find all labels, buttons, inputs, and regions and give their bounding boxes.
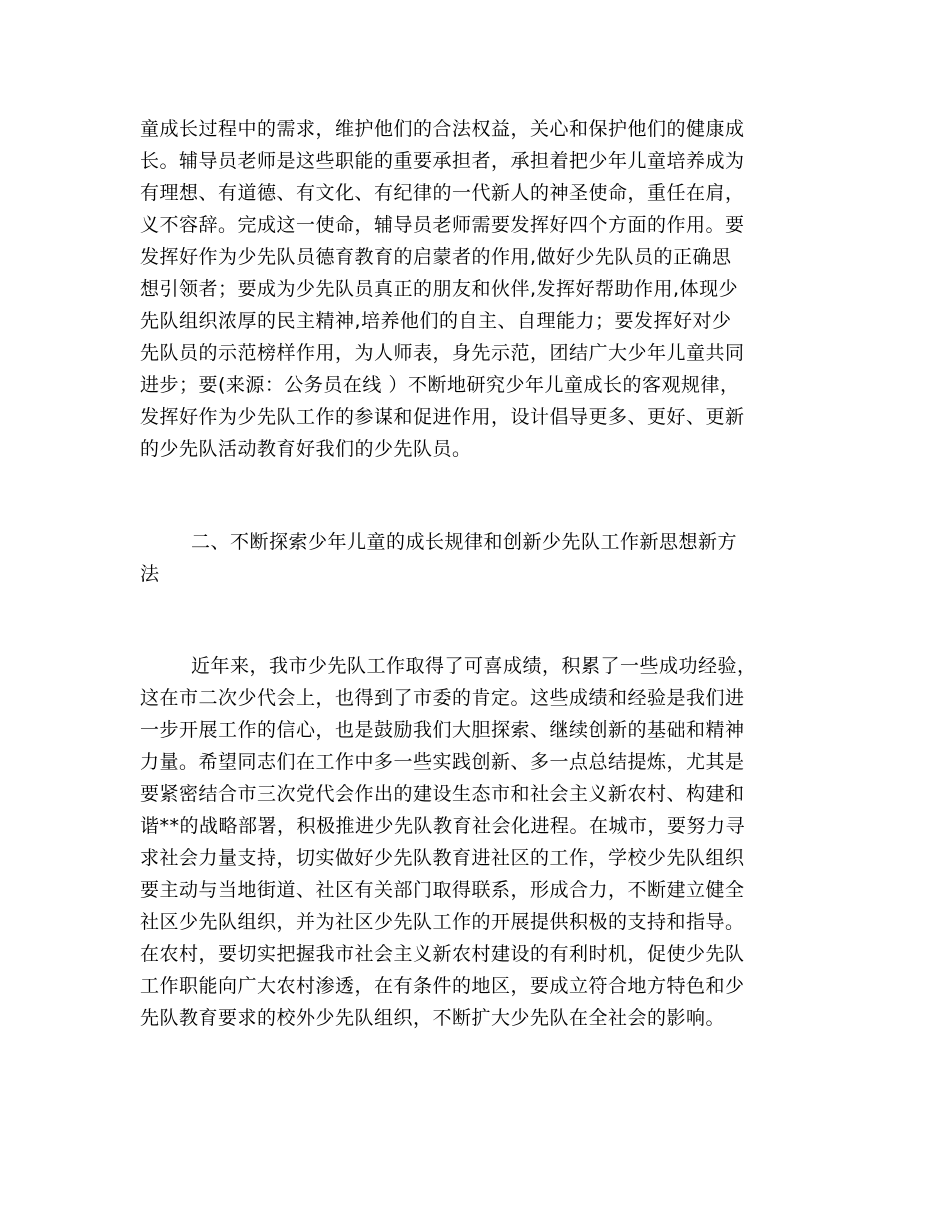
paragraph-line: 的少先队活动教育好我们的少先队员。 <box>140 438 472 460</box>
paragraph-line: 近年来，我市少先队工作取得了可喜成绩，积累了一些成功经验， <box>191 655 757 677</box>
paragraph-line: 力量。希望同志们在工作中多一些实践创新、多一点总结提炼，尤其是 <box>140 751 745 773</box>
paragraph-line: 先队员的示范榜样作用，为人师表，身先示范，团结广大少年儿童共同 <box>140 342 745 364</box>
paragraph-line: 要主动与当地街道、社区有关部门取得联系，形成合力，不断建立健全 <box>140 879 745 901</box>
paragraph-line: 长。辅导员老师是这些职能的重要承担者，承担着把少年儿童培养成为 <box>140 150 745 172</box>
paragraph-line: 进步；要(来源：公务员在线 ）不断地研究少年儿童成长的客观规律， <box>140 374 740 396</box>
section-heading: 二、不断探索少年儿童的成长规律和创新少先队工作新思想新方 <box>191 531 738 553</box>
paragraph-line: 发挥好作为少先队员德育教育的启蒙者的作用,做好少先队员的正确思 <box>140 246 732 268</box>
paragraph-line: 先队教育要求的校外少先队组织，不断扩大少先队在全社会的影响。 <box>140 1007 726 1029</box>
paragraph-line: 童成长过程中的需求，维护他们的合法权益，关心和保护他们的健康成 <box>140 118 745 140</box>
paragraph-line: 一步开展工作的信心，也是鼓励我们大胆探索、继续创新的基础和精神 <box>140 719 745 741</box>
paragraph-line: 发挥好作为少先队工作的参谋和促进作用，设计倡导更多、更好、更新 <box>140 406 745 428</box>
paragraph-line: 社区少先队组织，并为社区少先队工作的开展提供积极的支持和指导。 <box>140 911 745 933</box>
paragraph-line: 这在市二次少代会上，也得到了市委的肯定。这些成绩和经验是我们进 <box>140 687 745 709</box>
section-heading-continued: 法 <box>140 563 160 585</box>
paragraph-line: 有理想、有道德、有文化、有纪律的一代新人的神圣使命，重任在肩， <box>140 182 745 204</box>
paragraph-line: 求社会力量支持，切实做好少先队教育进社区的工作，学校少先队组织 <box>140 847 745 869</box>
paragraph-line: 工作职能向广大农村渗透，在有条件的地区，要成立符合地方特色和少 <box>140 975 745 997</box>
paragraph-line: 义不容辞。完成这一使命，辅导员老师需要发挥好四个方面的作用。要 <box>140 214 745 236</box>
paragraph-line: 先队组织浓厚的民主精神,培养他们的自主、自理能力；要发挥好对少 <box>140 310 732 332</box>
paragraph-line: 在农村，要切实把握我市社会主义新农村建设的有利时机，促使少先队 <box>140 943 745 965</box>
paragraph-line: 谐**的战略部署，积极推进少先队教育社会化进程。在城市，要努力寻 <box>140 815 746 837</box>
paragraph-line: 想引领者；要成为少先队员真正的朋友和伙伴,发挥好帮助作用,体现少 <box>140 278 739 300</box>
paragraph-line: 要紧密结合市三次党代会作出的建设生态市和社会主义新农村、构建和 <box>140 783 745 805</box>
